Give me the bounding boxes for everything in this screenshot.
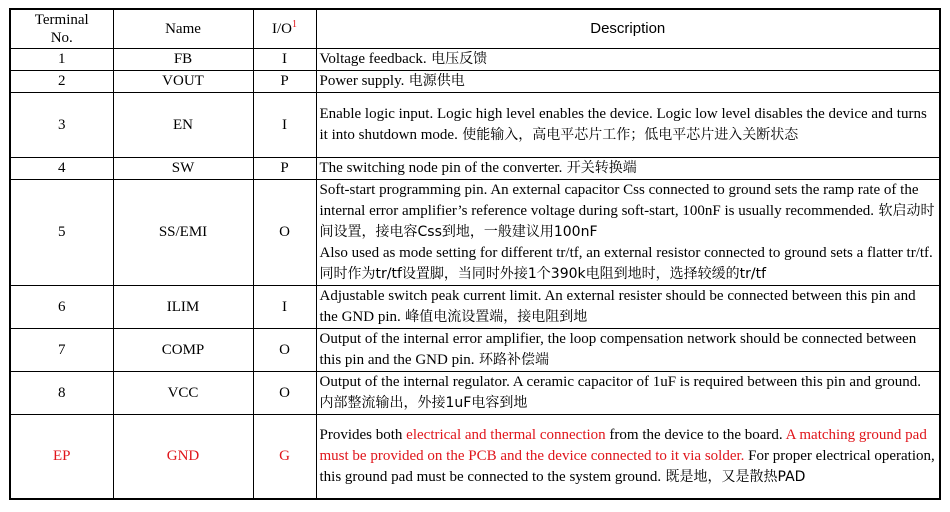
cell-io: P (253, 71, 316, 93)
cell-description (316, 158, 940, 180)
desc-en-b: from the device to the board. (605, 426, 786, 443)
desc-en: Adjustable switch peak current limit. An external resister should be connected between this pin and the GND pin. (319, 288, 916, 325)
cell-io: I (253, 93, 316, 158)
cell-io: O (253, 372, 316, 415)
desc-cn: 电源供电 (404, 73, 465, 89)
cell-name: SW (113, 158, 253, 180)
cell-description (316, 329, 940, 372)
header-io-label: I/O (272, 21, 292, 37)
cell-name: SS/EMI (113, 180, 253, 286)
desc-highlight-2: A matching ground pad must be provided on the PCB and the device connected to it via solder. (319, 426, 927, 464)
cell-name: ILIM (113, 286, 253, 329)
desc-en-c: For proper electrical operation, this ground pad must be connected to the system ground. (319, 447, 935, 485)
cell-terminal-no: 3 (10, 93, 113, 158)
cell-name: VCC (113, 372, 253, 415)
desc-cn: 既是地，又是散热PAD (661, 468, 806, 485)
pin-description-table (9, 8, 941, 500)
cell-io: P (253, 158, 316, 180)
desc-en: Output of the internal regulator. A ceramic capacitor of 1uF is required between this pin and ground. (319, 374, 921, 390)
desc-en-2: Also used as mode setting for different tr/tf, an external resistor connected to ground sets a flatter tr/tf. (319, 245, 933, 261)
cell-terminal-no: EP (10, 415, 113, 499)
desc-cn: 环路补偿端 (474, 352, 549, 368)
header-terminal-line1: Terminal (34, 12, 89, 28)
cell-terminal-no: 8 (10, 372, 113, 415)
cell-terminal-no: 7 (10, 329, 113, 372)
cell-terminal-no: 2 (10, 71, 113, 93)
header-io (253, 9, 316, 49)
desc-cn-2: 同时作为tr/tf设置脚，当同时外接1个390k电阻到地时，选择较缓的tr/tf (319, 266, 766, 282)
cell-io: G (253, 415, 316, 499)
desc-cn: 使能输入，高电平芯片工作；低电平芯片进入关断状态 (457, 127, 799, 143)
cell-terminal-no: 1 (10, 49, 113, 71)
cell-io: O (253, 329, 316, 372)
cell-description (316, 286, 940, 329)
desc-en: Soft-start programming pin. An external capacitor Css connected to ground sets the ramp rate of the internal error amplifier’s reference voltage during soft-start, 100nF is usually recommended. (319, 182, 919, 219)
desc-en: Power supply. (319, 73, 405, 89)
cell-io: I (253, 49, 316, 71)
cell-name: VOUT (113, 71, 253, 93)
desc-en: Enable logic input. Logic high level enables the device. Logic low level disables the device and turns it into shutdown mode. (319, 106, 927, 143)
header-io-footnote: 1 (292, 19, 297, 30)
header-terminal-line2: No. (50, 30, 73, 46)
cell-description (316, 372, 940, 415)
table-row (10, 158, 940, 180)
table-row (10, 415, 940, 499)
desc-en: Voltage feedback. (319, 51, 427, 67)
desc-highlight-1: electrical and thermal connection (406, 426, 606, 443)
cell-description (316, 49, 940, 71)
desc-cn: 软启动时间设置，接电容Css到地，一般建议用100nF (319, 203, 935, 240)
cell-terminal-no: 6 (10, 286, 113, 329)
header-terminal-no (10, 9, 113, 49)
header-description: Description (316, 9, 940, 49)
table-row (10, 372, 940, 415)
desc-cn: 电压反馈 (426, 51, 488, 67)
cell-io: I (253, 286, 316, 329)
cell-terminal-no: 4 (10, 158, 113, 180)
header-name: Name (113, 9, 253, 49)
table-row (10, 71, 940, 93)
cell-name: GND (113, 415, 253, 499)
desc-en: Output of the internal error amplifier, the loop compensation network should be connected between this pin and the GND pin. (319, 331, 917, 368)
desc-en-a: Provides both (319, 426, 407, 443)
cell-description (316, 415, 940, 499)
cell-io: O (253, 180, 316, 286)
desc-cn: 峰值电流设置端，接电阻到地 (400, 309, 588, 325)
cell-name: FB (113, 49, 253, 71)
cell-name: EN (113, 93, 253, 158)
header-row (10, 9, 940, 49)
desc-en: The switching node pin of the converter. (319, 160, 563, 176)
cell-terminal-no: 5 (10, 180, 113, 286)
desc-cn: 开关转换端 (562, 160, 637, 176)
table-row (10, 93, 940, 158)
cell-name: COMP (113, 329, 253, 372)
cell-description (316, 180, 940, 286)
cell-description (316, 71, 940, 93)
cell-description (316, 93, 940, 158)
table-row (10, 286, 940, 329)
table-row (10, 180, 940, 286)
table-row (10, 49, 940, 71)
table-row (10, 329, 940, 372)
desc-cn: 内部整流输出，外接1uF电容到地 (319, 395, 528, 411)
